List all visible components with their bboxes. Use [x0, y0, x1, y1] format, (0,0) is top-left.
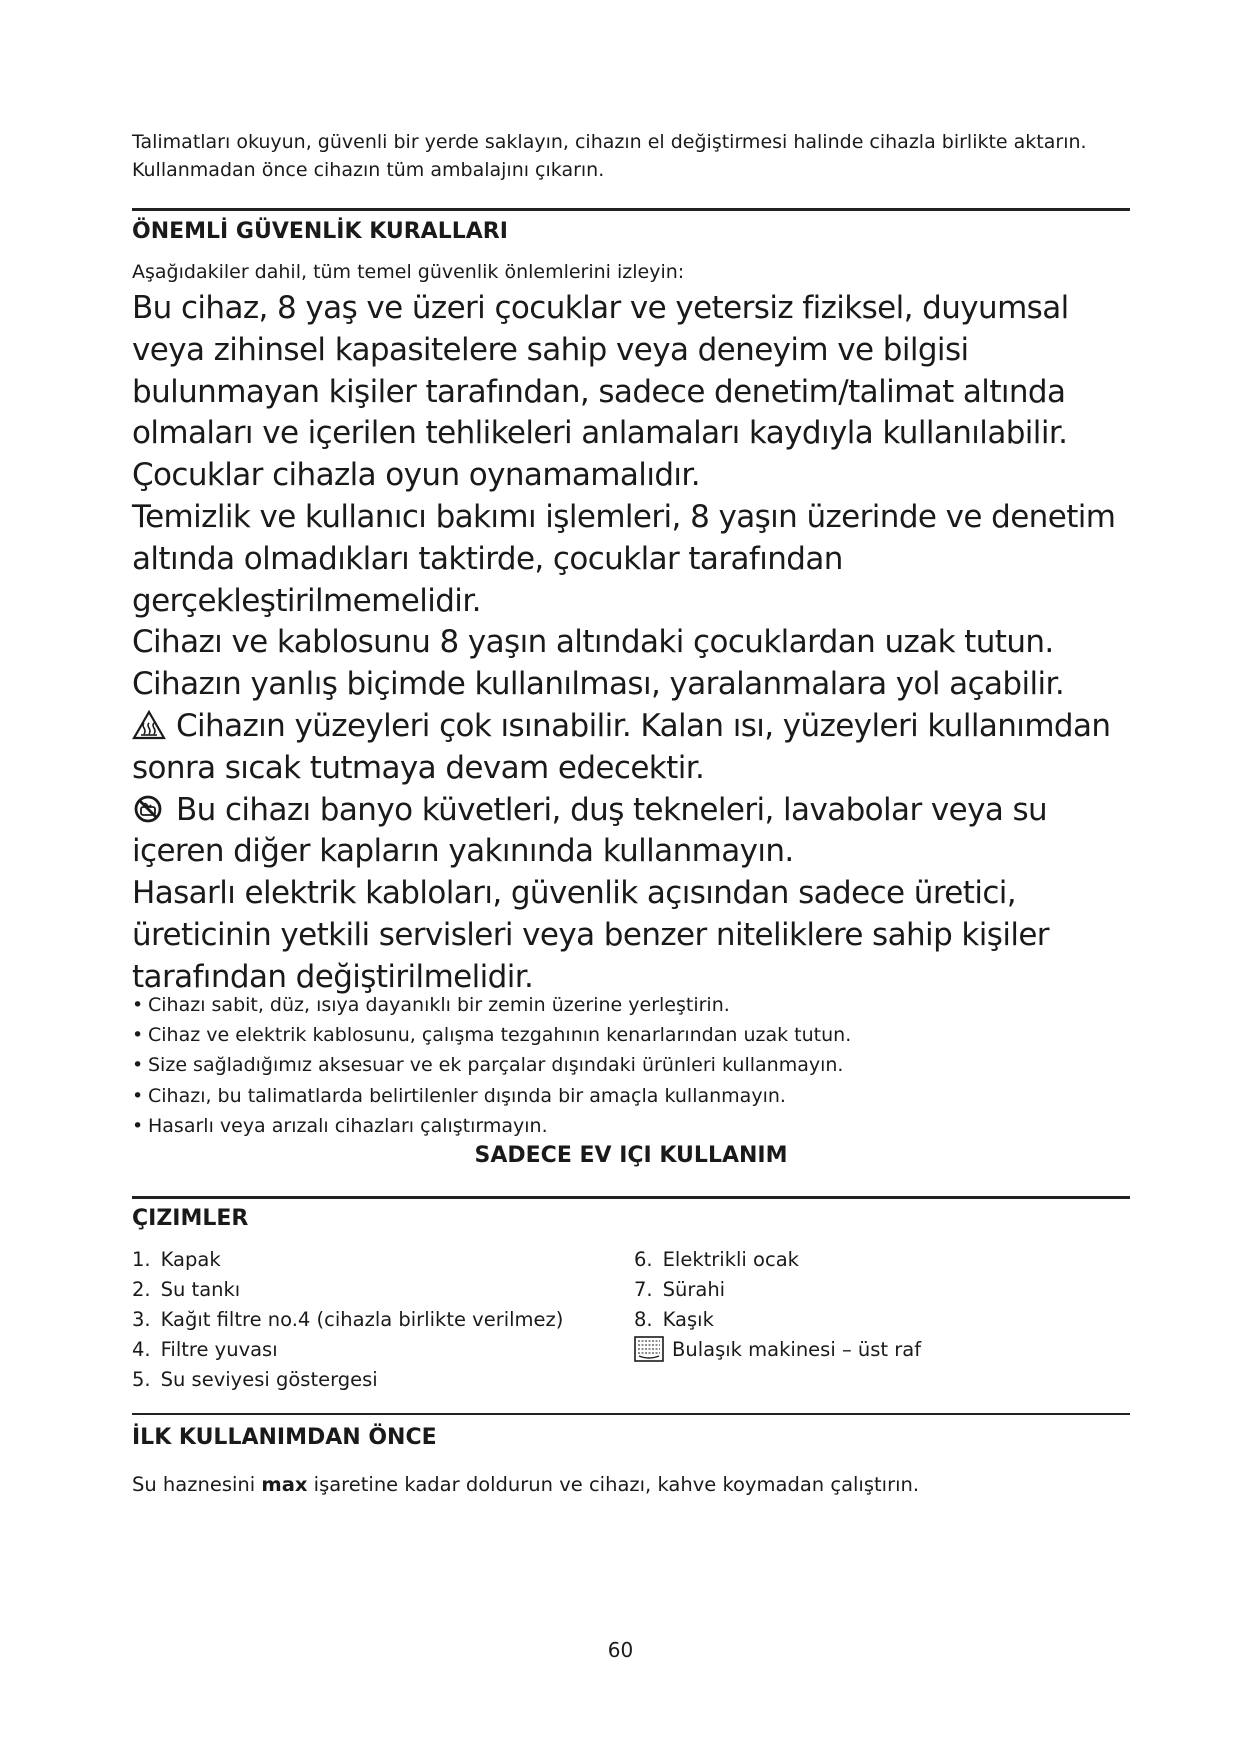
- water-warning: [132, 790, 1142, 874]
- section-divider: [132, 1196, 1130, 1199]
- list-item: [132, 1365, 563, 1395]
- list-item: [634, 1305, 921, 1335]
- list-item: [634, 1275, 921, 1305]
- list-item: • Size sağladığımız aksesuar ve ek parçalar dışındaki ürünleri kullanmayın.: [132, 1050, 851, 1080]
- item-label: Elektrikli ocak: [662, 1248, 799, 1271]
- hot-surface-warning: [132, 706, 1142, 790]
- household-use-notice: SADECE EV IÇI KULLANIM: [474, 1143, 788, 1168]
- first-use-text: [132, 1471, 919, 1499]
- first-use-text-part: işaretine kadar doldurun ve cihazı, kahve koymadan çalıştırın.: [307, 1473, 920, 1496]
- section-divider: [132, 208, 1130, 211]
- water-warning-text: Bu cihazı banyo küvetleri, duş tekneleri, lavabolar veya su içeren diğer kapların yakınında kullanmayın.: [132, 791, 1048, 870]
- item-number: 5.: [132, 1368, 151, 1391]
- first-use-heading: İLK KULLANIMDAN ÖNCE: [132, 1425, 437, 1450]
- drawings-heading: ÇIZIMLER: [132, 1206, 249, 1231]
- no-water-icon: [132, 794, 166, 824]
- item-label: Kapak: [160, 1248, 221, 1271]
- list-item: • Cihaz ve elektrik kablosunu, çalışma tezgahının kenarlarından uzak tutun.: [132, 1020, 851, 1050]
- item-label: Su tankı: [160, 1278, 241, 1301]
- list-item: [132, 1335, 563, 1365]
- safety-subintro: Aşağıdakiler dahil, tüm temel güvenlik önlemlerini izleyin:: [132, 261, 685, 283]
- warning-paragraph: Bu cihaz, 8 yaş ve üzeri çocuklar ve yetersiz fiziksel, duyumsal veya zihinsel kapasitelere sahip veya deneyim ve bilgisi bulunmayan kişiler tarafından, sadece denetim/talimat altında olmaları ve içerilen tehlikeleri anlamaları kaydıyla kullanılabilir.: [132, 290, 1069, 452]
- item-label: Su seviyesi göstergesi: [160, 1368, 378, 1391]
- max-mark-label: max: [261, 1473, 308, 1496]
- safety-warnings: [132, 288, 1142, 999]
- item-number: 1.: [132, 1248, 151, 1271]
- item-number: 3.: [132, 1308, 151, 1331]
- item-label: Kaşık: [662, 1308, 714, 1331]
- safety-heading: ÖNEMLİ GÜVENLİK KURALLARI: [132, 219, 508, 244]
- cable-warning: Hasarlı elektrik kabloları, güvenlik açısından sadece üretici, üreticinin yetkili servisleri veya benzer niteliklere sahip kişiler tarafından değiştirilmelidir.: [132, 875, 1049, 995]
- item-number: 7.: [634, 1278, 653, 1301]
- list-item: [634, 1335, 921, 1365]
- list-item: [634, 1245, 921, 1275]
- item-label: Sürahi: [662, 1278, 726, 1301]
- item-number: 8.: [634, 1308, 653, 1331]
- hot-surface-text: Cihazın yüzeyleri çok ısınabilir. Kalan ısı, yüzeyleri kullanımdan sonra sıcak tutmaya devam edecektir.: [132, 707, 1111, 786]
- list-item: • Hasarlı veya arızalı cihazları çalıştırmayın.: [132, 1111, 851, 1141]
- list-item: • Cihazı, bu talimatlarda belirtilenler dışında bir amaçla kullanmayın.: [132, 1081, 851, 1111]
- warning-paragraph: Cihazı ve kablosunu 8 yaşın altındaki çocuklardan uzak tutun.: [132, 624, 1054, 661]
- item-number: 2.: [132, 1278, 151, 1301]
- dishwasher-label: Bulaşık makinesi – üst raf: [672, 1338, 922, 1361]
- list-item: [132, 1275, 563, 1305]
- list-item: • Cihazı sabit, düz, ısıya dayanıklı bir zemin üzerine yerleştirin.: [132, 990, 851, 1020]
- warning-paragraph: Temizlik ve kullanıcı bakımı işlemleri, 8 yaşın üzerinde ve denetim altında olmadıkları taktirde, çocuklar tarafından gerçekleştirilmemelidir.: [132, 498, 1116, 619]
- section-divider: [132, 1413, 1130, 1415]
- intro-text: Talimatları okuyun, güvenli bir yerde saklayın, cihazın el değiştirmesi halinde cihazla birlikte aktarın. Kullanmadan önce cihazın tüm ambalajını çıkarın.: [132, 131, 1087, 181]
- item-label: Filtre yuvası: [160, 1338, 278, 1361]
- safety-bullet-list: [132, 990, 851, 1141]
- list-item: [132, 1305, 563, 1335]
- drawings-list-right: [634, 1245, 921, 1365]
- warning-paragraph: Çocuklar cihazla oyun oynamamalıdır.: [132, 457, 700, 494]
- dishwasher-icon: [634, 1336, 664, 1362]
- page-number: 60: [607, 1638, 634, 1662]
- item-label: Kağıt filtre no.4 (cihazla birlikte verilmez): [160, 1308, 564, 1331]
- list-item: [132, 1245, 563, 1275]
- item-number: 6.: [634, 1248, 653, 1271]
- hot-surface-warning-icon: [132, 710, 166, 740]
- first-use-text-part: Su haznesini: [132, 1473, 262, 1496]
- drawings-list-left: [132, 1245, 563, 1395]
- item-number: 4.: [132, 1338, 151, 1361]
- warning-paragraph: Cihazın yanlış biçimde kullanılması, yaralanmalara yol açabilir.: [132, 666, 1065, 703]
